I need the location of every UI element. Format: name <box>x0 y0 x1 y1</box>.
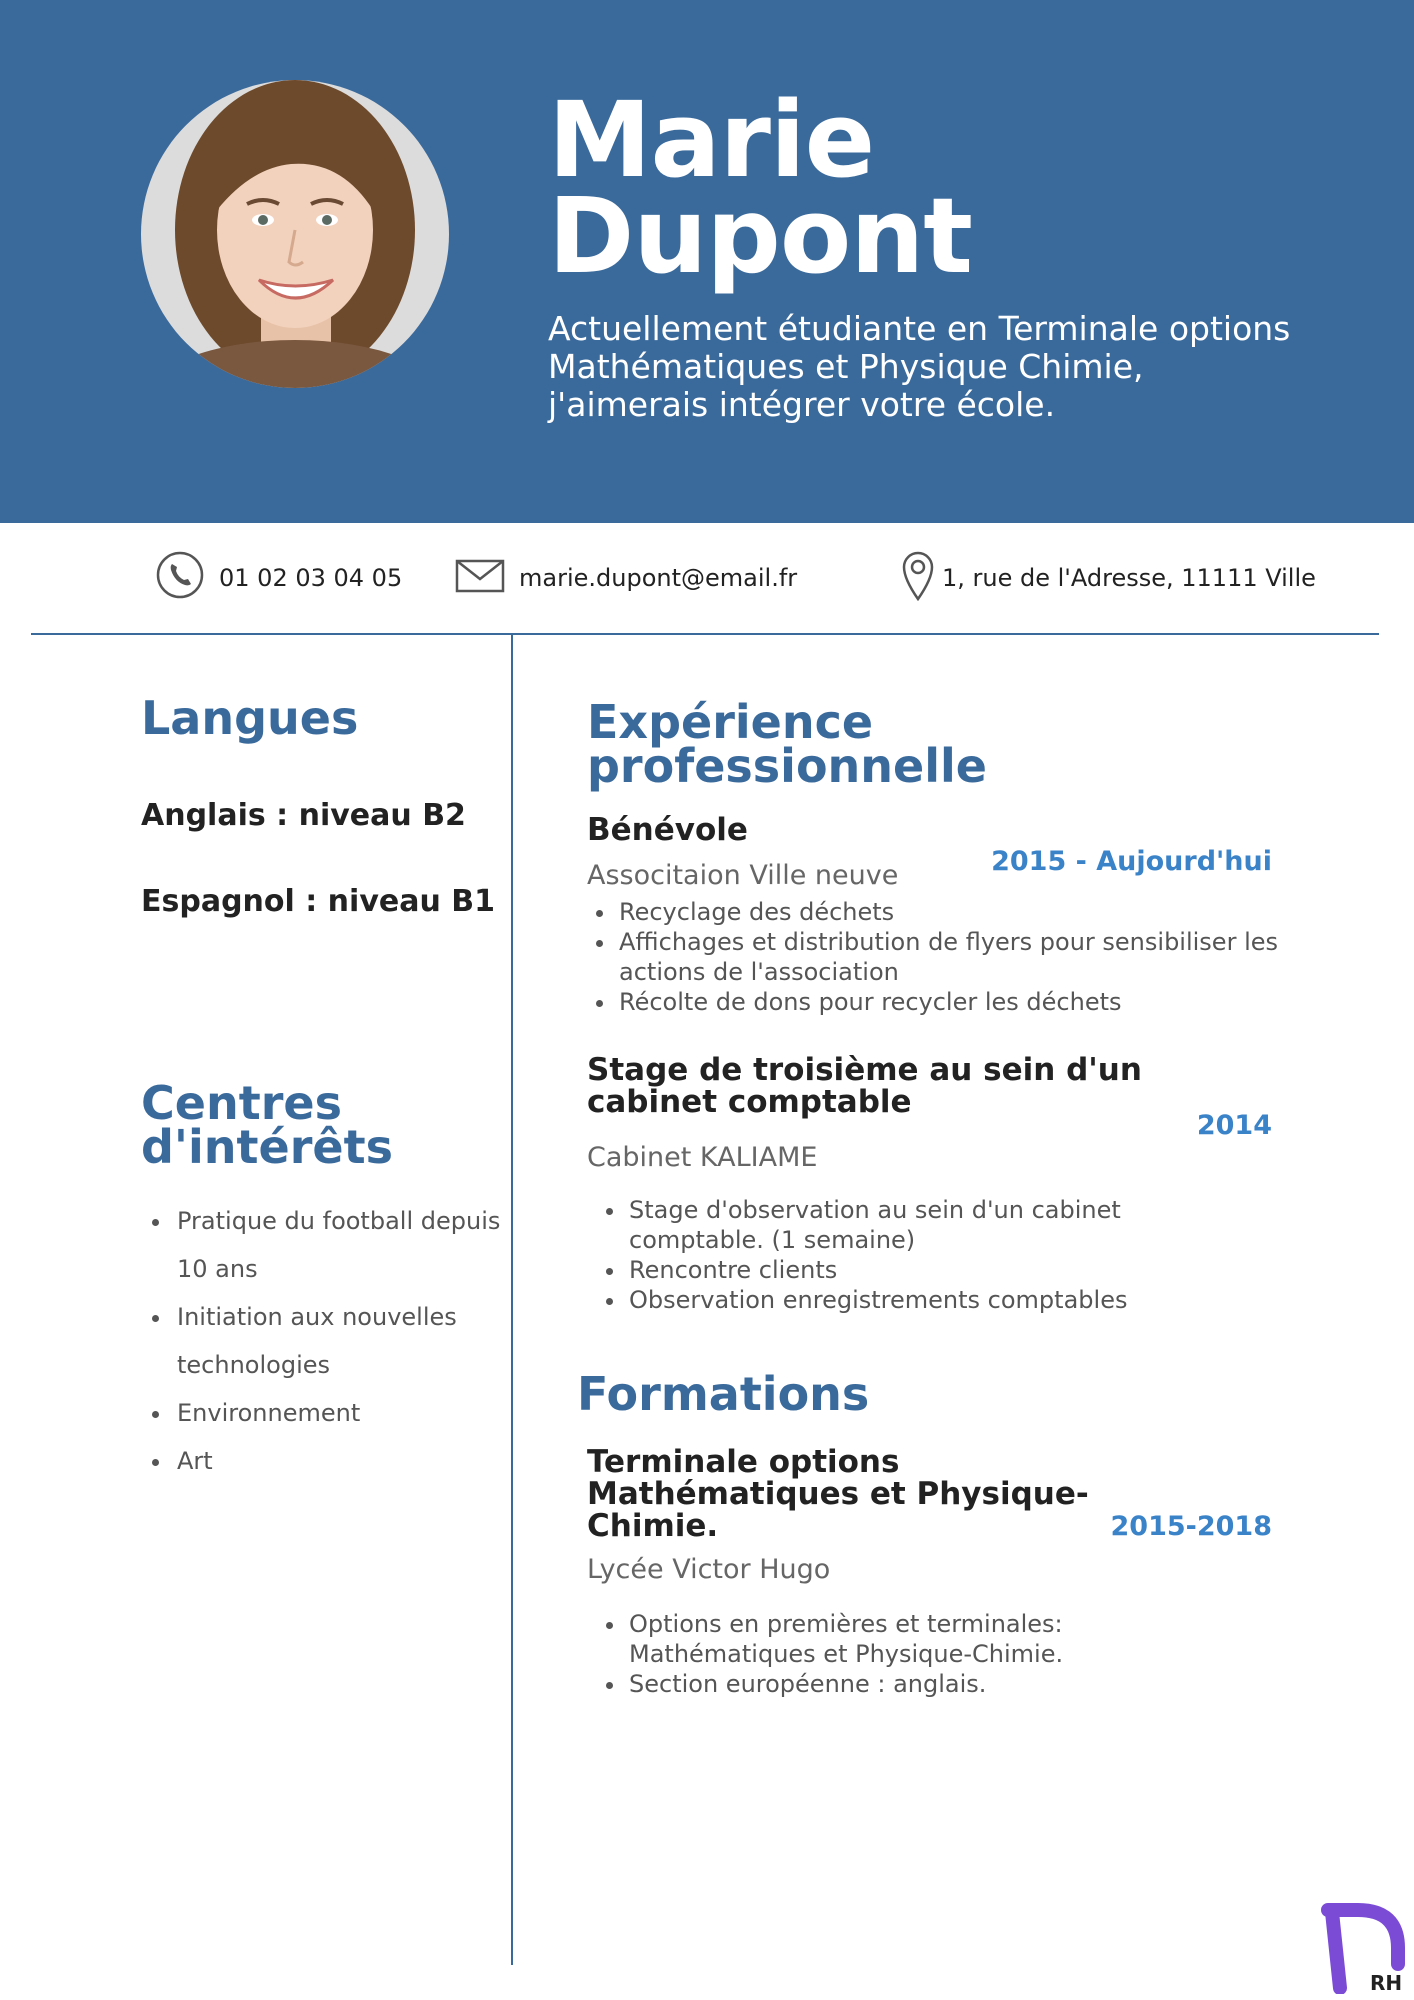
interests-list <box>141 1197 501 1485</box>
brand-logo <box>1318 1902 1410 1994</box>
job-bullets <box>587 897 1287 1017</box>
job-date: 2015 - Aujourd'hui <box>991 846 1272 877</box>
list-item: • Stage d'observation au sein d'un cabinet comptable. (1 semaine) <box>627 1195 1247 1255</box>
location-pin-icon <box>900 549 936 607</box>
language-item: Anglais : niveau B2 <box>141 798 466 833</box>
list-item: • Affichages et distribution de flyers pour sensibiliser les actions de l'association <box>617 927 1287 987</box>
languages-title: Langues <box>141 691 359 745</box>
list-item: • Environnement <box>173 1389 501 1437</box>
education-school: Lycée Victor Hugo <box>587 1554 831 1585</box>
job-company: Associtaion Ville neuve <box>587 860 899 891</box>
contact-email[interactable] <box>455 548 797 608</box>
profile-photo <box>141 80 449 388</box>
vertical-divider <box>511 635 513 1965</box>
job-title: Stage de troisième au sein d'un cabinet comptable <box>587 1052 1142 1120</box>
job-bullets <box>587 1195 1247 1315</box>
languages-section <box>141 691 496 919</box>
list-item: • Recyclage des déchets <box>617 897 1287 927</box>
education-section <box>577 1367 1077 1421</box>
mail-icon <box>455 557 505 599</box>
experience-title: Expérience professionnelle <box>587 695 987 793</box>
interests-title: Centres d'intérêts <box>141 1076 393 1174</box>
phone-number: 01 02 03 04 05 <box>219 564 403 592</box>
job-date: 2014 <box>1196 1110 1272 1141</box>
education-title: Formations <box>577 1367 870 1421</box>
job-company: Cabinet KALIAME <box>587 1142 818 1173</box>
contact-address <box>900 548 1316 608</box>
job-title: Bénévole <box>587 812 748 848</box>
list-item: • Section européenne : anglais. <box>627 1669 1067 1699</box>
phone-icon <box>155 550 205 606</box>
education-bullets <box>587 1609 1067 1699</box>
list-item: • Pratique du football depuis 10 ans <box>173 1197 501 1293</box>
list-item: • Options en premières et terminales: Mathématiques et Physique-Chimie. <box>627 1609 1067 1669</box>
first-name: Marie <box>548 79 875 201</box>
interests-section <box>141 1076 501 1485</box>
horizontal-divider <box>31 633 1379 635</box>
list-item: • Observation enregistrements comptables <box>627 1285 1247 1315</box>
language-item: Espagnol : niveau B1 <box>141 884 496 919</box>
logo-text: RH <box>1370 1971 1403 1994</box>
job-entry <box>587 1054 1247 1315</box>
education-entry <box>587 1446 1147 1699</box>
list-item: • Récolte de dons pour recycler les déchets <box>617 987 1287 1017</box>
list-item: • Initiation aux nouvelles technologies <box>173 1293 501 1389</box>
address-text: 1, rue de l'Adresse, 11111 Ville <box>942 564 1316 592</box>
education-date: 2015-2018 <box>1110 1511 1272 1542</box>
contact-phone[interactable] <box>155 548 402 608</box>
experience-section <box>587 695 1087 793</box>
education-title: Terminale options Mathématiques et Physique-Chimie. <box>587 1444 1089 1544</box>
email-address: marie.dupont@email.fr <box>519 564 798 592</box>
list-item: • Art <box>173 1437 501 1485</box>
list-item: • Rencontre clients <box>627 1255 1247 1285</box>
profile-summary: Actuellement étudiante en Terminale options Mathématiques et Physique Chimie, j'aimerais intégrer votre école. <box>548 309 1291 424</box>
job-entry <box>587 814 1287 1017</box>
last-name: Dupont <box>548 175 973 297</box>
